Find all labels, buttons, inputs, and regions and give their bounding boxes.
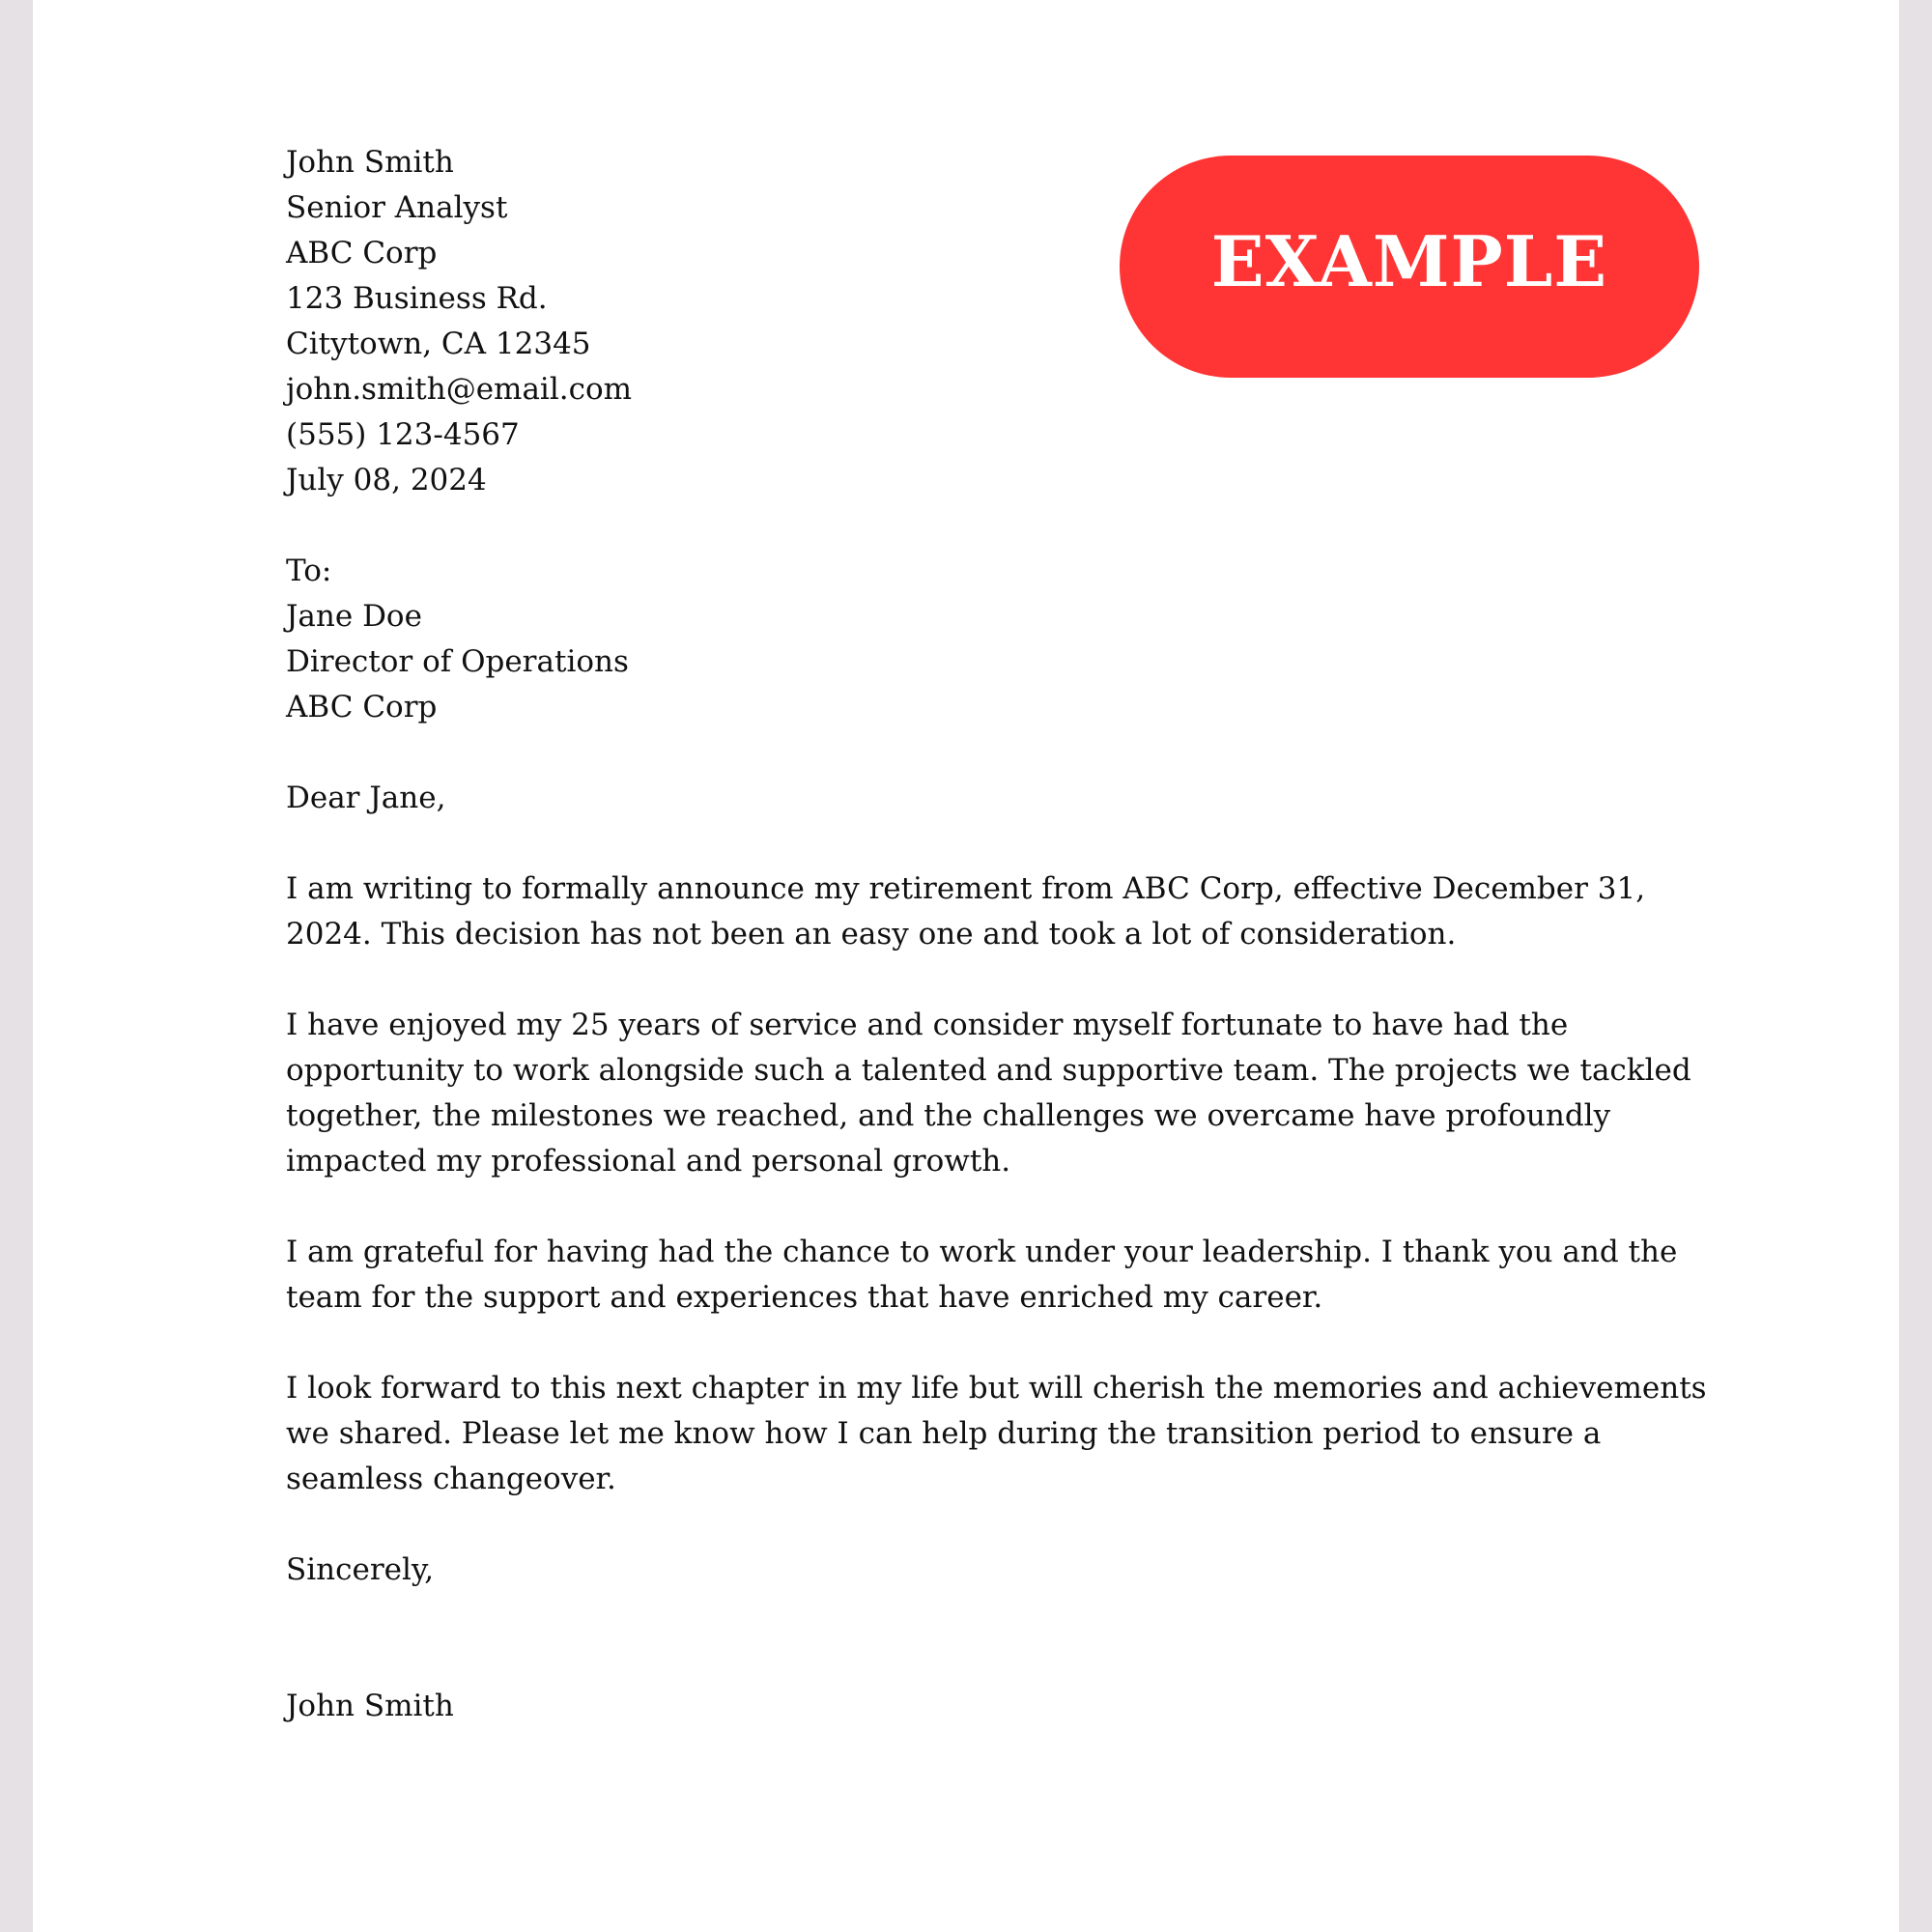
body-paragraph-2: I have enjoyed my 25 years of service and consider myself fortunate to have had the opportunity to work alongside such a talented and supportive team. The projects we tackled together, the milestones we reached, and the challenges we overcame have profoundly impacted my professional and personal growth. (286, 1008, 1691, 1179)
recipient-company: ABC Corp (286, 690, 438, 724)
letter-date: July 08, 2024 (286, 463, 487, 497)
recipient-block (286, 549, 1716, 730)
signature-space (286, 1593, 1716, 1684)
sender-name: John Smith (286, 145, 454, 180)
salutation: Dear Jane, (286, 781, 446, 815)
sender-title: Senior Analyst (286, 190, 508, 225)
body-paragraph-4: I look forward to this next chapter in my life but will cherish the memories and achievements we shared. Please let me know how I can help during the transition period to ensure a seamless changeover. (286, 1371, 1707, 1496)
spacer (286, 821, 1716, 867)
sender-phone: (555) 123-4567 (286, 417, 520, 452)
letter-content (286, 140, 1716, 1729)
recipient-label: To: (286, 554, 332, 588)
letter-page (33, 0, 1899, 1932)
body-paragraph-1: I am writing to formally announce my retirement from ABC Corp, effective December 31, 2024. This decision has not been an easy one and took a lot of consideration. (286, 871, 1646, 952)
spacer (286, 1321, 1716, 1366)
spacer (286, 957, 1716, 1003)
sender-company: ABC Corp (286, 236, 438, 270)
sender-street: 123 Business Rd. (286, 281, 548, 316)
body-paragraph-3: I am grateful for having had the chance to work under your leadership. I thank you and the team for the support and experiences that have enriched my career. (286, 1235, 1678, 1315)
spacer (286, 730, 1716, 776)
signature-name: John Smith (286, 1689, 454, 1723)
spacer (286, 503, 1716, 549)
sender-city: Citytown, CA 12345 (286, 327, 591, 361)
example-badge: EXAMPLE (1120, 156, 1699, 378)
sender-email: john.smith@email.com (286, 372, 633, 407)
closing: Sincerely, (286, 1552, 435, 1587)
recipient-name: Jane Doe (286, 599, 422, 634)
spacer (286, 1184, 1716, 1230)
sender-block (286, 140, 1716, 503)
spacer (286, 1502, 1716, 1548)
recipient-title: Director of Operations (286, 644, 629, 679)
